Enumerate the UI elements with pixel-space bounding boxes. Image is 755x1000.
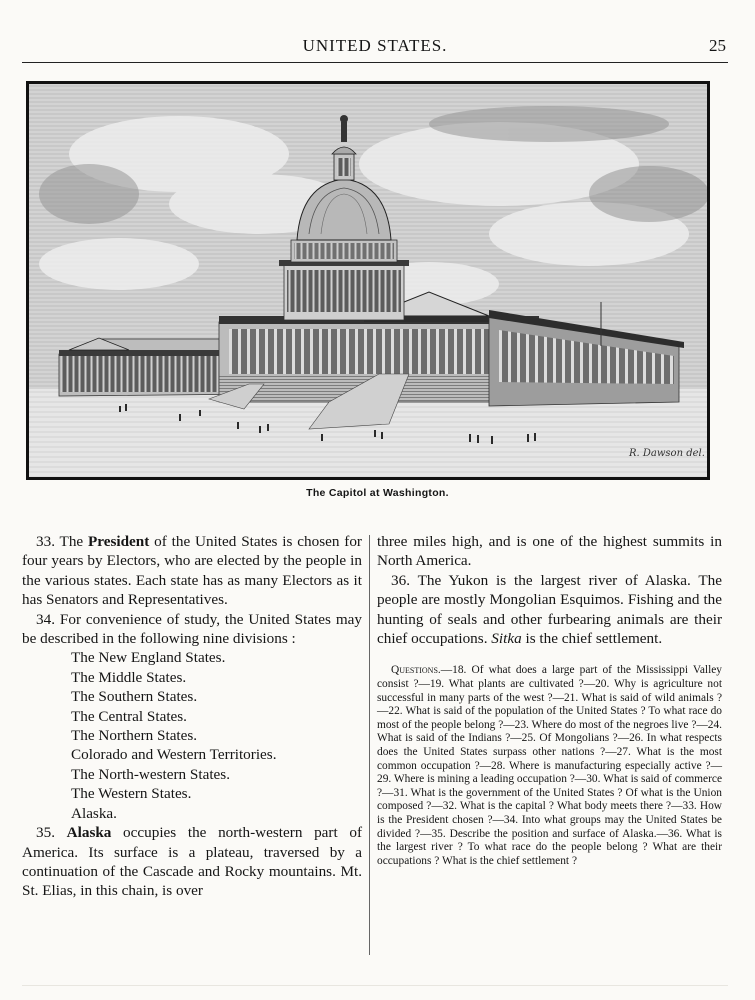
paragraph-33 bbox=[22, 532, 362, 610]
questions-label: Questions. bbox=[391, 664, 441, 677]
bold-term-alaska: Alaska bbox=[66, 824, 112, 842]
review-questions bbox=[377, 664, 722, 868]
column-divider bbox=[369, 535, 370, 955]
paragraph-35 bbox=[22, 823, 362, 901]
bold-term-president: President bbox=[88, 533, 150, 550]
division-item: The Northern States. bbox=[71, 727, 198, 745]
division-item: The New England States. bbox=[71, 649, 226, 667]
figure-caption: The Capitol at Washington. bbox=[306, 487, 449, 499]
division-item: The Western States. bbox=[71, 785, 192, 803]
text-run: The bbox=[54, 533, 88, 550]
text-run: occupies the north-western part of America. Its surface is a plateau, traversed by a continuation of the Cascade and Rocky mountains. Mt. St. Elias, in this chain, is over bbox=[22, 824, 362, 900]
text-run: is the chief settlement. bbox=[521, 630, 663, 648]
paragraph-35-continued: three miles high, and is one of the highest summits in North America. bbox=[377, 533, 722, 570]
italic-term-sitka: Sitka bbox=[491, 630, 522, 648]
division-item: The Southern States. bbox=[71, 688, 198, 706]
engraver-signature: R. Dawson del. bbox=[629, 448, 705, 459]
left-column bbox=[22, 532, 362, 901]
division-item: The North-western States. bbox=[71, 765, 231, 783]
division-item: The Middle States. bbox=[71, 668, 187, 686]
capitol-engraving bbox=[26, 81, 710, 480]
paragraph-number: 33. bbox=[36, 533, 55, 550]
questions-text: —18. Of what does a large part of the Mississippi Valley consist ?—19. What plants are cultivated ?—20. Why is agriculture not successful in many parts of the west ?—21. What is said of wild animals ?—22. What is said of the population of the United States ? To what race do most of the people belong ?—23. Where do most of the negroes live ?—24. What is said of the Indians ?—25. Of Mongolians ?—26. In what respects does the United States surpass other nations ?—27. What is the most common occupation ?—28. Where is manufacturing especially active ?—29. Where is mining a leading occupation ?—30. What is said of commerce ?—31. What is the government of the United States ? Of what is the Union composed ?—32. What is the capital ? What body meets there ?—33. How is the President chosen ?—34. Into what groups may the United States be divided ?—35. Describe the position and surface of Alaska.—36. What is the largest river ? To what race do the people belong ? What are their occupations ? What is the chief settlement ? bbox=[377, 664, 722, 867]
capitol-illustration bbox=[29, 84, 707, 477]
division-item: The Central States. bbox=[71, 707, 187, 725]
paragraph-36 bbox=[377, 571, 722, 649]
text-run: 36. The Yukon is the largest river of Alaska. The people are mostly Mongolian Esquimos. Fishing and the hunting of seals and other furbearing animals are their chief occupations. bbox=[377, 571, 722, 648]
division-item: Alaska. bbox=[71, 804, 117, 822]
paragraph-34: 34. For convenience of study, the United States may be described in the following nine divisions : bbox=[22, 610, 362, 648]
running-title: UNITED STATES. bbox=[302, 36, 448, 55]
division-item: Colorado and Western Territories. bbox=[71, 746, 277, 764]
page-number: 25 bbox=[709, 36, 726, 55]
page-header bbox=[22, 30, 728, 63]
page-edge bbox=[22, 985, 728, 986]
text-run: of the United States is chosen for four years by Electors, who are elected by the people in the various states. Each state has as many Electors as it has Senators and Representatives. bbox=[22, 533, 362, 609]
divisions-list bbox=[71, 648, 362, 823]
paragraph-number: 35. bbox=[36, 824, 55, 842]
right-column bbox=[377, 532, 722, 868]
